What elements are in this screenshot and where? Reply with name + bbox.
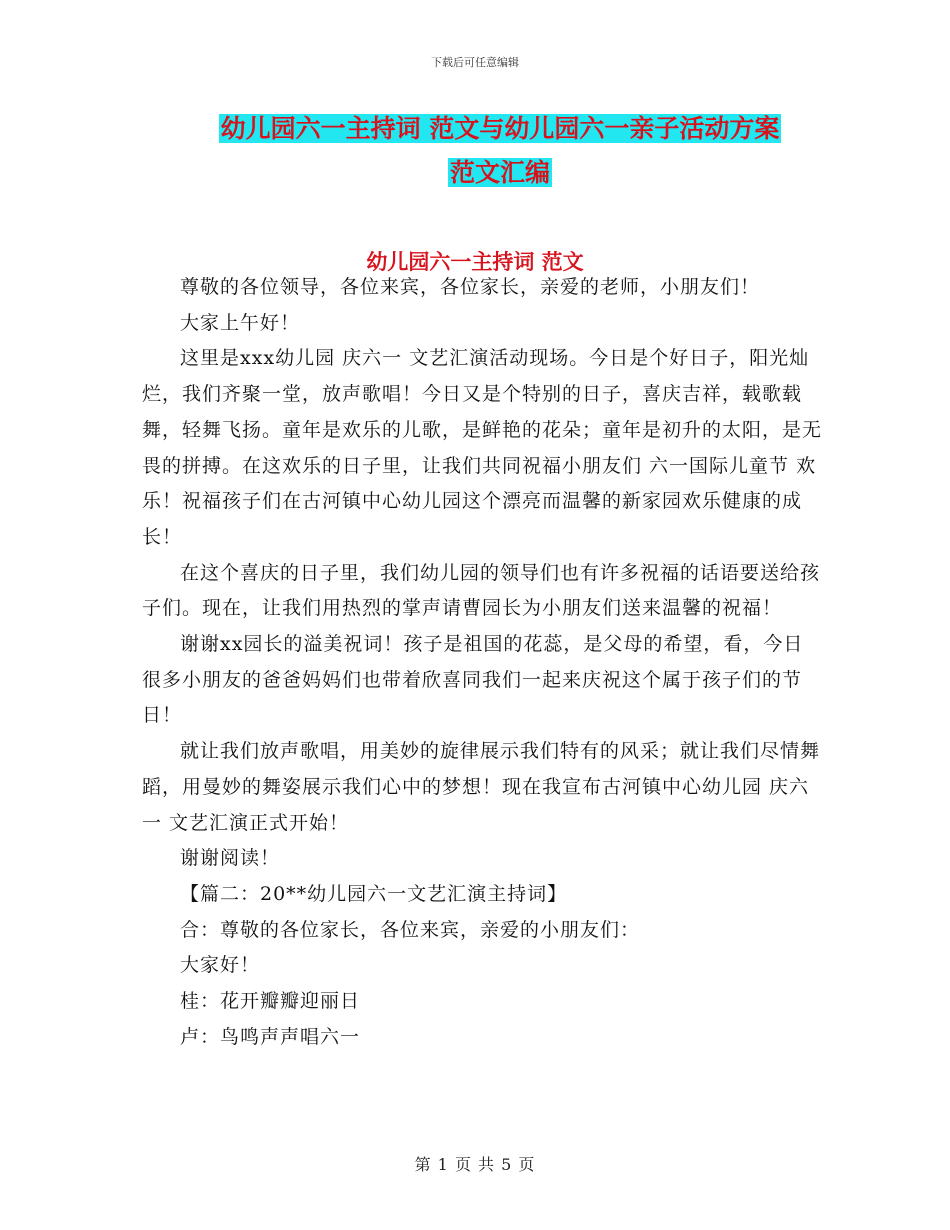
document-title-line-2-text: 范文汇编 — [449, 158, 550, 187]
document-body — [142, 270, 822, 1055]
paragraph-lu-line: 卢：鸟鸣声声唱六一 — [180, 1025, 361, 1048]
section-title: 幼儿园六一主持词 范文 — [366, 249, 584, 274]
paragraph-gui-line: 桂：花开瓣瓣迎丽日 — [180, 990, 361, 1013]
paragraph-part-two-heading: 【篇二：20**幼儿园六一文艺汇演主持词】 — [180, 882, 568, 905]
paragraph-he-greeting: 合：尊敬的各位家长，各位来宾，亲爱的小朋友们： — [180, 918, 641, 941]
document-title-line-1-text: 幼儿园六一主持词 范文与幼儿园六一亲子活动方案 — [220, 114, 780, 143]
page-footer: 第 1 页 共 5 页 — [414, 1155, 536, 1174]
paragraph-thanks-director: 谢谢xx园长的溢美祝词！孩子是祖国的花蕊，是父母的希望，看，今日很多小朋友的爸爸妈妈们也带着欣喜同我们一起来庆祝这个属于孩子们的节日！ — [142, 633, 804, 727]
paragraph-hello: 大家好！ — [180, 954, 261, 977]
document-title-line-2 — [0, 154, 950, 192]
header-note: 下载后可任意编辑 — [431, 56, 519, 69]
document-title-line-1 — [0, 110, 950, 148]
paragraph-intro: 这里是xxx幼儿园 庆六一 文艺汇演活动现场。今日是个好日子，阳光灿烂，我们齐聚一堂，放声歌唱！今日又是个特别的日子，喜庆吉祥，载歌载舞，轻舞飞扬。童年是欢乐的儿歌，是鲜艳的花朵；童年是初升的太阳，是无畏的拼搏。在这欢乐的日子里，让我们共同祝福小朋友们 六一国际儿童节 欢乐！祝福孩子们在古河镇中心幼儿园这个漂亮而温馨的新家园欢乐健康的成长！ — [142, 347, 823, 548]
paragraph-morning: 大家上午好！ — [180, 311, 301, 334]
paragraph-leaders: 在这个喜庆的日子里，我们幼儿园的领导们也有许多祝福的话语要送给孩子们。现在，让我们用热烈的掌声请曹园长为小朋友们送来温馨的祝福！ — [142, 561, 821, 620]
paragraph-thanks-reading: 谢谢阅读！ — [180, 847, 281, 870]
paragraph-opening: 就让我们放声歌唱，用美妙的旋律展示我们特有的风采；就让我们尽情舞蹈，用曼妙的舞姿展示我们心中的梦想！现在我宣布古河镇中心幼儿园 庆六一 文艺汇演正式开始！ — [142, 740, 821, 834]
paragraph-greeting: 尊敬的各位领导，各位来宾，各位家长，亲爱的老师，小朋友们！ — [180, 276, 761, 298]
